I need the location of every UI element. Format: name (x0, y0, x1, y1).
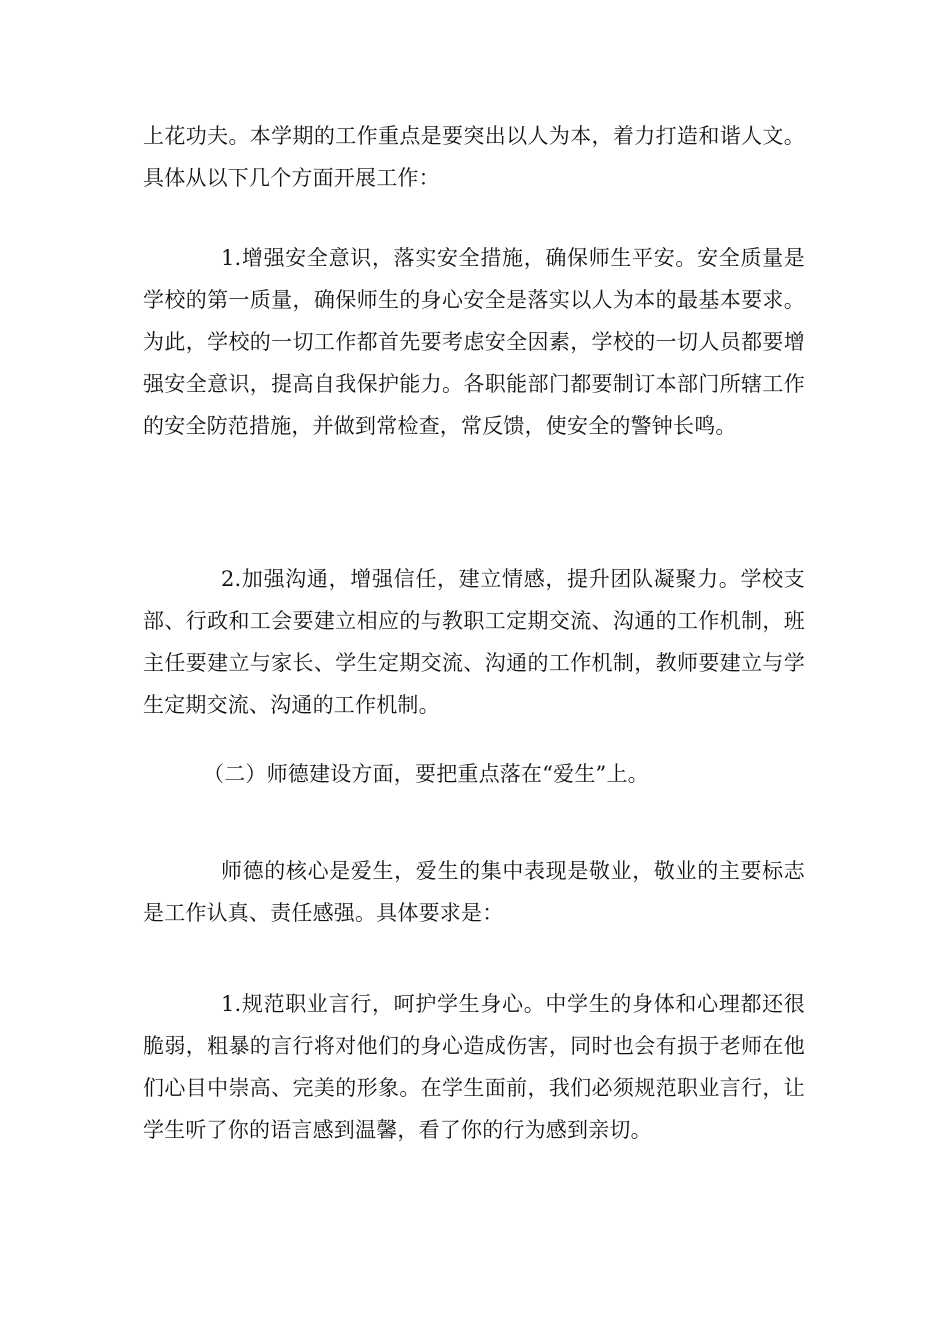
section-heading-ethics: （二）师德建设方面，要把重点落在“爱生”上。 (203, 762, 649, 786)
paragraph-ethics-core: 师德的核心是爱生，爱生的集中表现是敬业，敬业的主要标志是工作认真、责任感强。具体要求是： (143, 859, 805, 925)
paragraph-communication: 2.加强沟通，增强信任，建立情感，提升团队凝聚力。学校支部、行政和工会要建立相应的与教职工定期交流、沟通的工作机制，班主任要建立与家长、学生定期交流、沟通的工作机制，教师要建立与学生定期交流、沟通的工作机制。 (143, 567, 805, 717)
paragraph-conduct: 1.规范职业言行，呵护学生身心。中学生的身体和心理都还很脆弱，粗暴的言行将对他们的身心造成伤害，同时也会有损于老师在他们心目中崇高、完美的形象。在学生面前，我们必须规范职业言行，让学生听了你的语言感到温馨，看了你的行为感到亲切。 (143, 992, 805, 1142)
paragraph-safety: 1.增强安全意识，落实安全措施，确保师生平安。安全质量是学校的第一质量，确保师生的身心安全是落实以人为本的最基本要求。为此，学校的一切工作都首先要考虑安全因素，学校的一切人员都要增强安全意识，提高自我保护能力。各职能部门都要制订本部门所辖工作的安全防范措施，并做到常检查，常反馈，使安全的警钟长鸣。 (143, 246, 805, 438)
paragraph-continuation: 上花功夫。本学期的工作重点是要突出以人为本，着力打造和谐人文。具体从以下几个方面开展工作： (143, 124, 805, 190)
